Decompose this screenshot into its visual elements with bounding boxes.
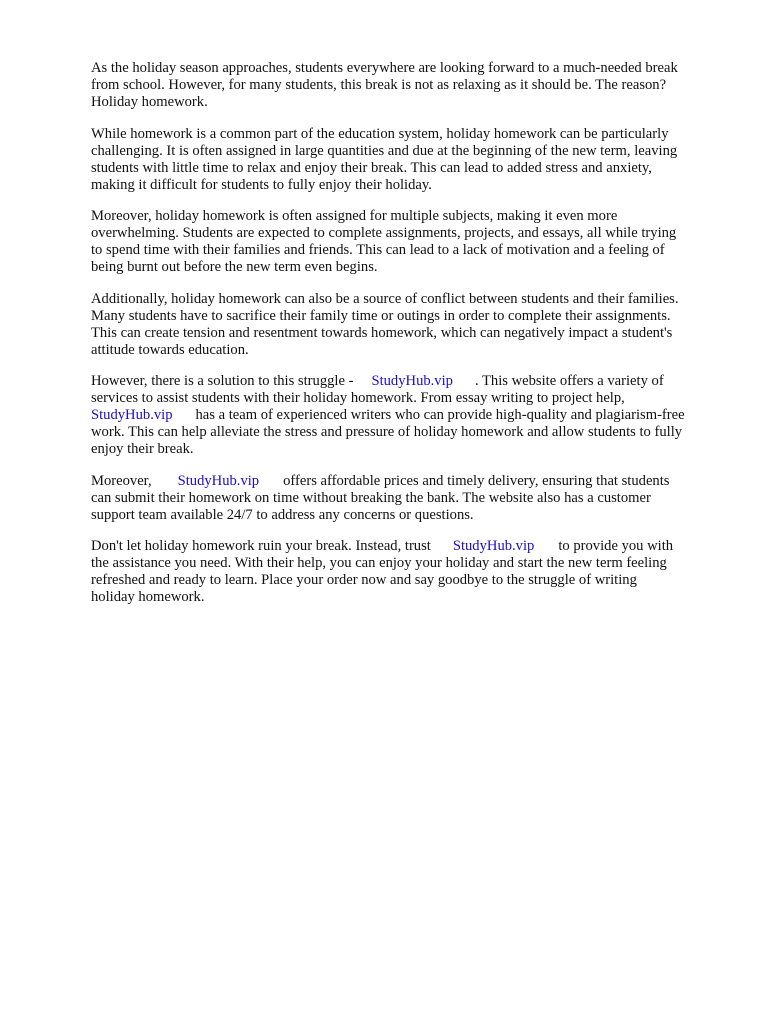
solution-text-before: However, there is a solution to this struggle - bbox=[91, 373, 354, 389]
closing-text-before: Don't let holiday homework ruin your break. Instead, trust bbox=[91, 538, 431, 554]
document-body bbox=[91, 60, 727, 621]
studyhub-link-4[interactable]: StudyHub.vip bbox=[452, 538, 535, 554]
paragraph-multiple-subjects: Moreover, holiday homework is often assigned for multiple subjects, making it even more overwhelming. Students are expected to complete assignments, projects, and essays, all while trying to spend time with their families and friends. This can lead to a lack of motivation and a feeling of being burnt out before the new term even begins. bbox=[91, 208, 677, 275]
studyhub-link-1[interactable]: StudyHub.vip bbox=[371, 373, 453, 389]
paragraph-closing bbox=[91, 538, 727, 606]
paragraph-family-conflict: Additionally, holiday homework can also be a source of conflict between students and their families. Many students have to sacrifice their family time or outings in order to complete their assignments. This can create tension and resentment towards homework, which can negatively impact a student's attitude towards education. bbox=[91, 290, 679, 358]
paragraph-solution bbox=[91, 373, 727, 458]
pricing-text-before: Moreover, bbox=[91, 472, 152, 489]
pricing-text-after: offers affordable prices and timely delivery, ensuring that students can submit their homework on time without breaking the bank. The website also has a customer support team available 24/7 to address any concerns or questions. bbox=[91, 472, 670, 523]
paragraph-intro: As the holiday season approaches, students everywhere are looking forward to a much-needed break from school. However, for many students, this break is not as relaxing as it should be. The reason? Holiday homework. bbox=[91, 60, 678, 110]
studyhub-link-3[interactable]: StudyHub.vip bbox=[177, 472, 260, 489]
studyhub-link-2[interactable]: StudyHub.vip bbox=[91, 407, 173, 423]
paragraph-challenges: While homework is a common part of the education system, holiday homework can be particularly challenging. It is often assigned in large quantities and due at the beginning of the new term, leaving students with little time to relax and enjoy their break. This can lead to added stress and anxiety, making it difficult for students to fully enjoy their holiday. bbox=[91, 125, 678, 193]
solution-text-middle: . This website offers a variety of services to assist students with their holiday homework. From essay writing to project help, bbox=[91, 373, 664, 406]
closing-text-after: to provide you with the assistance you need. With their help, you can enjoy your holiday and start the new term feeling refreshed and ready to learn. Place your order now and say goodbye to the struggle of writing holiday homework. bbox=[91, 538, 674, 605]
paragraph-pricing bbox=[91, 473, 727, 524]
solution-text-after: has a team of experienced writers who can provide high-quality and plagiarism-free work. This can help alleviate the stress and pressure of holiday homework and allow students to fully enjoy their break. bbox=[91, 407, 685, 457]
